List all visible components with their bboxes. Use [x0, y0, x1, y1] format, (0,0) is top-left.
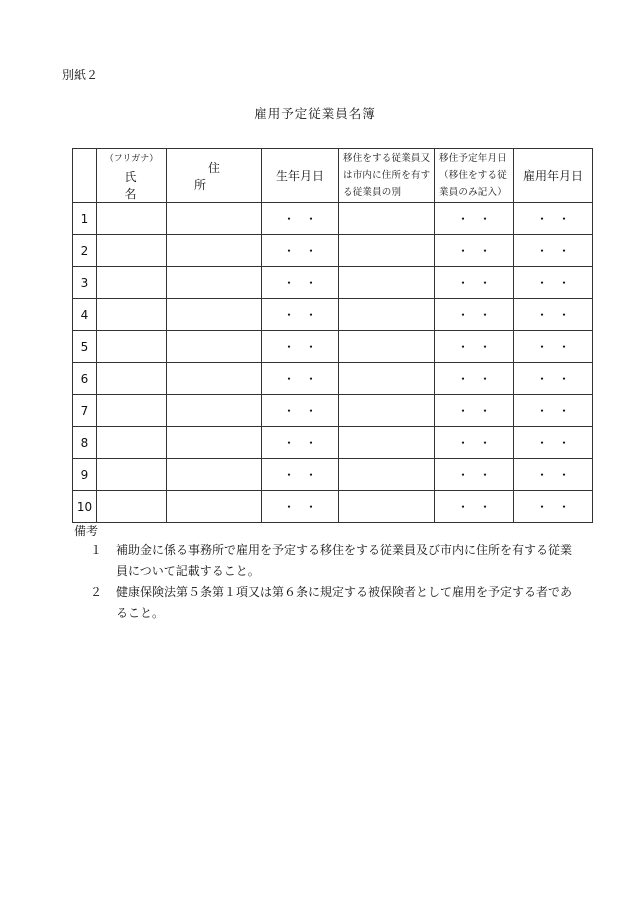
name-cell	[97, 299, 167, 331]
row-number: 4	[73, 299, 97, 331]
table-row	[73, 331, 593, 363]
row-number: 3	[73, 267, 97, 299]
table-row	[73, 427, 593, 459]
date-placeholder: ・・	[282, 468, 327, 482]
date-placeholder: ・・	[456, 276, 501, 290]
birthdate-cell	[262, 203, 339, 235]
date-placeholder: ・・	[282, 372, 327, 386]
notes-heading: 備考	[74, 524, 99, 538]
header-row-number	[73, 149, 97, 203]
employment-date-cell	[514, 203, 593, 235]
name-cell	[97, 331, 167, 363]
note-text-line-2: ること。	[116, 606, 165, 620]
note-item-1	[90, 540, 610, 582]
date-placeholder: ・・	[456, 244, 501, 258]
date-placeholder: ・・	[535, 436, 580, 450]
date-placeholder: ・・	[282, 212, 327, 226]
date-placeholder: ・・	[456, 404, 501, 418]
employment-date-cell	[514, 363, 593, 395]
name-cell	[97, 491, 167, 523]
name-cell	[97, 267, 167, 299]
row-number: 6	[73, 363, 97, 395]
page-label: 別紙２	[62, 68, 99, 82]
note-text-line-1: 補助金に係る事務所で雇用を予定する移住をする従業員及び市内に住所を有する従業	[116, 543, 573, 557]
date-placeholder: ・・	[282, 340, 327, 354]
address-cell	[167, 491, 262, 523]
header-relocation-date	[435, 149, 514, 203]
date-placeholder: ・・	[535, 308, 580, 322]
relocation-type-cell	[339, 427, 435, 459]
relocation-type-cell	[339, 363, 435, 395]
date-placeholder: ・・	[282, 276, 327, 290]
name-cell	[97, 363, 167, 395]
relocation-date-cell	[435, 267, 514, 299]
address-cell	[167, 427, 262, 459]
table-body	[73, 203, 593, 523]
relocation-type-cell	[339, 395, 435, 427]
birthdate-cell	[262, 395, 339, 427]
relocation-date-cell	[435, 491, 514, 523]
header-relocation-date-line-3: 業員のみ記入）	[439, 187, 507, 198]
relocation-type-cell	[339, 491, 435, 523]
row-number: 10	[73, 491, 97, 523]
note-text-line-2: 員について記載すること。	[116, 564, 260, 578]
employee-roster-table	[72, 148, 593, 523]
birthdate-cell	[262, 299, 339, 331]
employment-date-cell	[514, 331, 593, 363]
date-placeholder: ・・	[535, 276, 580, 290]
document-title: 雇用予定従業員名簿	[254, 106, 376, 121]
relocation-type-cell	[339, 299, 435, 331]
address-cell	[167, 459, 262, 491]
date-placeholder: ・・	[456, 212, 501, 226]
row-number: 5	[73, 331, 97, 363]
relocation-date-cell	[435, 203, 514, 235]
header-relocation-type	[339, 149, 435, 203]
employment-date-cell	[514, 427, 593, 459]
header-name	[97, 149, 167, 203]
date-placeholder: ・・	[535, 244, 580, 258]
table-header-row	[73, 149, 593, 203]
relocation-date-cell	[435, 235, 514, 267]
employment-date-cell	[514, 395, 593, 427]
employment-date-cell	[514, 459, 593, 491]
header-furigana: （フリガナ）	[104, 154, 159, 164]
birthdate-cell	[262, 491, 339, 523]
relocation-type-cell	[339, 203, 435, 235]
row-number: 2	[73, 235, 97, 267]
note-number: ２	[90, 585, 103, 599]
relocation-date-cell	[435, 331, 514, 363]
birthdate-cell	[262, 235, 339, 267]
note-text-line-1: 健康保険法第５条第１項又は第６条に規定する被保険者として雇用を予定する者であ	[116, 585, 573, 599]
birthdate-cell	[262, 363, 339, 395]
name-cell	[97, 459, 167, 491]
header-relocation-type-line-3: る従業員の別	[343, 187, 402, 198]
table-row	[73, 235, 593, 267]
employment-date-cell	[514, 235, 593, 267]
table-row	[73, 267, 593, 299]
address-cell	[167, 203, 262, 235]
row-number: 8	[73, 427, 97, 459]
table-row	[73, 299, 593, 331]
header-relocation-type-line-2: は市内に住所を有す	[343, 170, 431, 181]
employment-date-cell	[514, 299, 593, 331]
date-placeholder: ・・	[535, 468, 580, 482]
birthdate-cell	[262, 459, 339, 491]
date-placeholder: ・・	[282, 436, 327, 450]
address-cell	[167, 395, 262, 427]
relocation-date-cell	[435, 363, 514, 395]
note-number: １	[90, 543, 103, 557]
relocation-date-cell	[435, 427, 514, 459]
header-employment-date-label: 雇用年月日	[522, 169, 583, 183]
table-row	[73, 203, 593, 235]
date-placeholder: ・・	[456, 308, 501, 322]
table-row	[73, 395, 593, 427]
name-cell	[97, 427, 167, 459]
name-cell	[97, 203, 167, 235]
header-birthdate	[262, 149, 339, 203]
header-relocation-type-line-1: 移住をする従業員又	[343, 153, 431, 164]
relocation-type-cell	[339, 235, 435, 267]
row-number: 7	[73, 395, 97, 427]
date-placeholder: ・・	[535, 340, 580, 354]
relocation-type-cell	[339, 459, 435, 491]
table-row	[73, 363, 593, 395]
note-item-2	[90, 582, 610, 624]
date-placeholder: ・・	[456, 468, 501, 482]
date-placeholder: ・・	[282, 404, 327, 418]
relocation-date-cell	[435, 299, 514, 331]
header-relocation-date-line-1: 移住予定年月日	[439, 153, 507, 164]
birthdate-cell	[262, 427, 339, 459]
address-cell	[167, 363, 262, 395]
employment-date-cell	[514, 491, 593, 523]
date-placeholder: ・・	[535, 372, 580, 386]
header-address	[167, 149, 262, 203]
address-cell	[167, 299, 262, 331]
row-number: 9	[73, 459, 97, 491]
date-placeholder: ・・	[535, 500, 580, 514]
date-placeholder: ・・	[282, 244, 327, 258]
relocation-type-cell	[339, 331, 435, 363]
table-row	[73, 459, 593, 491]
birthdate-cell	[262, 331, 339, 363]
birthdate-cell	[262, 267, 339, 299]
date-placeholder: ・・	[456, 372, 501, 386]
relocation-date-cell	[435, 459, 514, 491]
table-row	[73, 491, 593, 523]
date-placeholder: ・・	[535, 404, 580, 418]
date-placeholder: ・・	[282, 308, 327, 322]
row-number: 1	[73, 203, 97, 235]
address-cell	[167, 331, 262, 363]
name-cell	[97, 235, 167, 267]
date-placeholder: ・・	[456, 500, 501, 514]
date-placeholder: ・・	[282, 500, 327, 514]
date-placeholder: ・・	[456, 436, 501, 450]
header-name-label: 氏名	[124, 170, 153, 201]
date-placeholder: ・・	[456, 340, 501, 354]
date-placeholder: ・・	[535, 212, 580, 226]
relocation-type-cell	[339, 267, 435, 299]
header-employment-date	[514, 149, 593, 203]
employment-date-cell	[514, 267, 593, 299]
header-relocation-date-line-2: （移住をする従	[439, 170, 507, 181]
address-cell	[167, 235, 262, 267]
address-cell	[167, 267, 262, 299]
relocation-date-cell	[435, 395, 514, 427]
header-address-label: 住所	[193, 160, 248, 192]
name-cell	[97, 395, 167, 427]
header-birthdate-label: 生年月日	[275, 169, 324, 183]
